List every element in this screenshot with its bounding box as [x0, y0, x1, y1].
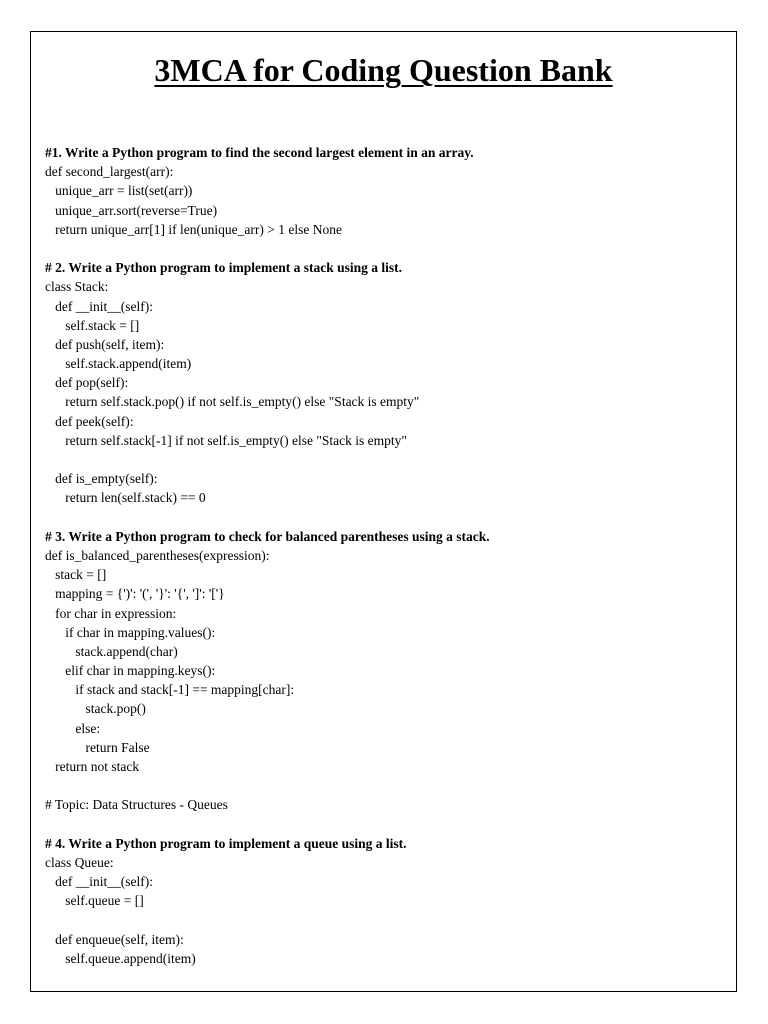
code-line: else: [45, 720, 101, 736]
code-line: self.stack = [] [45, 317, 140, 333]
code-line: def second_largest(arr): [45, 164, 174, 180]
code-line: elif char in mapping.keys(): [45, 663, 216, 679]
code-line: def is_empty(self): [45, 471, 158, 487]
code-line [45, 450, 726, 469]
code-line: unique_arr = list(set(arr)) [45, 183, 193, 199]
code-line: class Stack: [45, 279, 109, 295]
section-spacer [45, 815, 726, 834]
code-line: stack.pop() [45, 701, 146, 717]
code-line: return unique_arr[1] if len(unique_arr) > 1 else None [45, 221, 342, 237]
code-line: unique_arr.sort(reverse=True) [45, 202, 218, 218]
code-line: return len(self.stack) == 0 [45, 490, 206, 506]
code-line: def enqueue(self, item): [45, 931, 184, 947]
question-heading: #1. Write a Python program to find the second largest element in an array. [45, 145, 474, 160]
code-line: self.queue.append(item) [45, 950, 196, 966]
code-line: def peek(self): [45, 413, 134, 429]
code-line: self.queue = [] [45, 893, 144, 909]
question-heading: # 2. Write a Python program to implement a stack using a list. [45, 260, 402, 276]
code-line: self.stack.append(item) [45, 356, 192, 372]
code-line: def push(self, item): [45, 336, 165, 352]
code-line: def __init__(self): [45, 298, 153, 314]
code-line: def is_balanced_parentheses(expression): [45, 547, 270, 563]
code-line: return not stack [45, 759, 140, 774]
code-line: for char in expression: [45, 605, 177, 621]
code-line: mapping = {')': '(', '}': '{', ']': '['} [45, 586, 225, 602]
code-line: if char in mapping.values(): [45, 624, 216, 640]
code-line: class Queue: [45, 854, 114, 870]
code-line: return False [45, 739, 150, 755]
section-spacer [45, 776, 726, 795]
question-heading: # 4. Write a Python program to implement a queue using a list. [45, 835, 407, 851]
page-title: 3MCA for Coding Question Bank [154, 52, 613, 88]
code-line: return self.stack.pop() if not self.is_empty() else "Stack is empty" [45, 394, 420, 410]
section-spacer [45, 508, 726, 527]
topic-heading: # Topic: Data Structures - Queues [45, 797, 228, 813]
code-line: if stack and stack[-1] == mapping[char]: [45, 682, 295, 698]
code-line: return self.stack[-1] if not self.is_empty() else "Stack is empty" [45, 432, 407, 448]
code-line: def __init__(self): [45, 874, 153, 890]
question-bank-content [45, 143, 726, 968]
code-line: def pop(self): [45, 375, 129, 391]
code-line: stack.append(char) [45, 643, 178, 659]
section-spacer [45, 239, 726, 258]
page-frame [30, 31, 737, 992]
code-line [45, 911, 726, 930]
code-line: stack = [] [45, 567, 107, 583]
question-heading: # 3. Write a Python program to check for balanced parentheses using a stack. [45, 528, 490, 544]
